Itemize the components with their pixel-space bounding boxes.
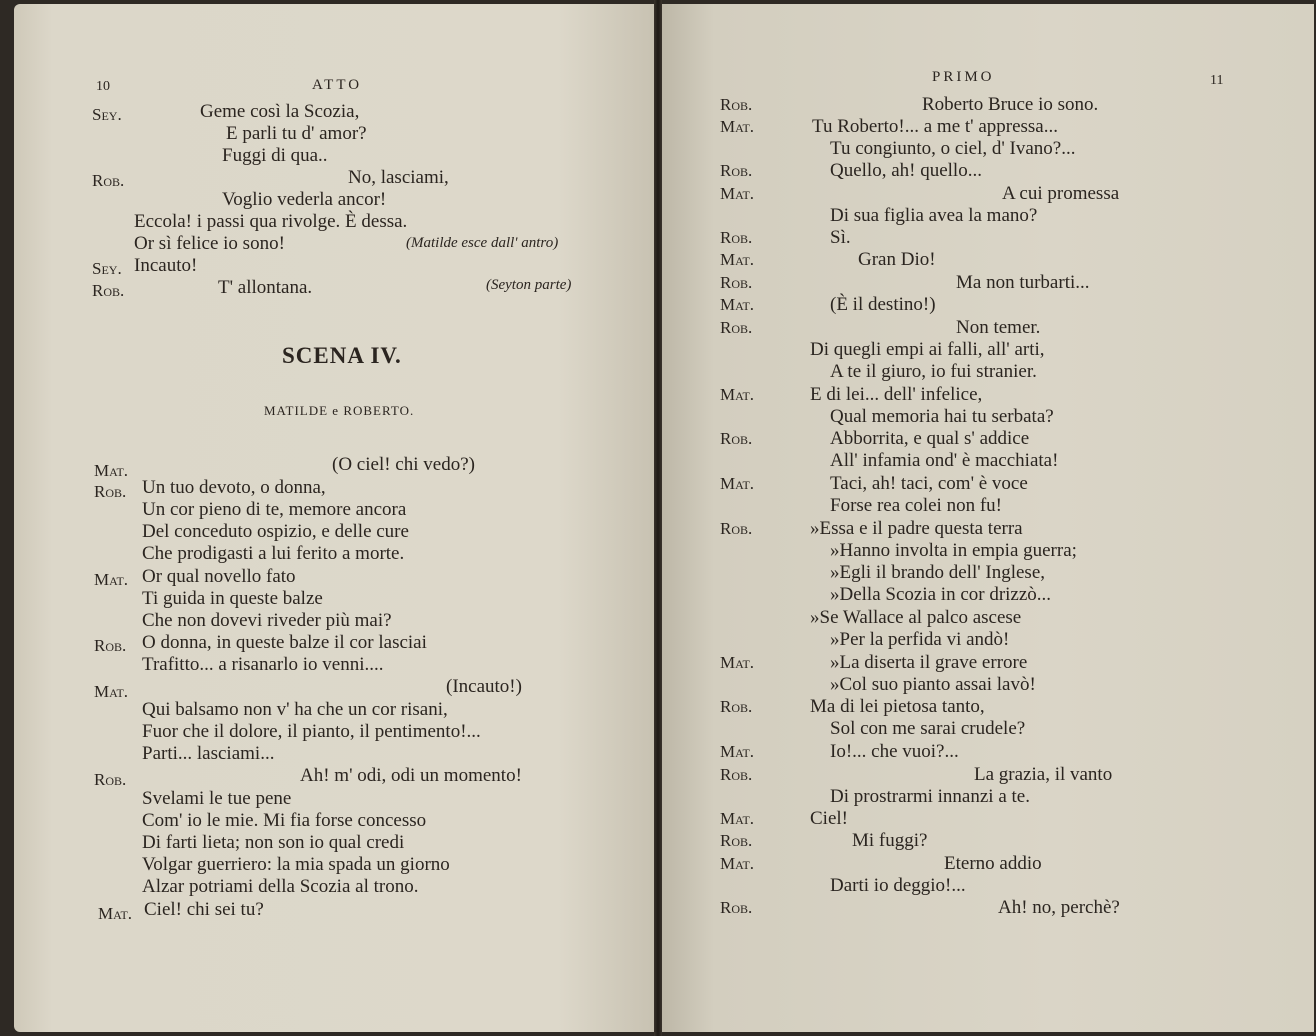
speaker-label: Rob. [720,429,753,448]
verse-line: Che non dovevi riveder più mai? [142,610,392,631]
verse-line: Di sua figlia avea la mano? [830,205,1038,226]
verse-line: (È il destino!) [830,294,936,315]
verse-line: Incauto! [134,255,198,276]
stage-direction: (Matilde esce dall' antro) [406,235,559,251]
verse-line: Tu Roberto!... a me t' appressa... [812,116,1058,137]
verse-line: Sì. [830,227,851,248]
speaker-label: Mat. [720,809,755,828]
verse-line: A cui promessa [1002,183,1120,204]
book-gutter [654,0,662,1036]
speaker-label: Mat. [720,184,755,203]
verse-line: Taci, ah! taci, com' è voce [830,473,1028,494]
verse-line: Un tuo devoto, o donna, [142,477,326,498]
verse-line: A te il giuro, io fui stranier. [830,361,1037,382]
verse-line: Gran Dio! [858,249,936,270]
verse-line: O donna, in queste balze il cor lasciai [142,632,427,653]
verse-line: T' allontana. [218,277,313,298]
verse-line: Qui balsamo non v' ha che un cor risani, [142,699,448,720]
speaker-label: Rob. [92,171,125,190]
speaker-label: Mat. [720,653,755,672]
verse-line: Ciel! chi sei tu? [144,899,264,920]
verse-line: Di quegli empi ai falli, all' arti, [810,339,1045,360]
speaker-label: Rob. [94,482,127,501]
verse-line: Eccola! i passi qua rivolge. È dessa. [134,211,408,232]
verse-line: »La diserta il grave errore [830,652,1028,673]
speaker-label: Mat. [720,385,755,404]
scene-characters: MATILDE e ROBERTO. [264,403,415,418]
verse-line: Ah! m' odi, odi un momento! [300,765,522,786]
verse-line: All' infamia ond' è macchiata! [830,450,1059,471]
speaker-label: Rob. [720,228,753,247]
speaker-label: Rob. [720,697,753,716]
verse-line: Ciel! [810,808,848,829]
speaker-label: Mat. [94,682,129,701]
speaker-label: Rob. [720,273,753,292]
verse-line: Non temer. [956,317,1041,338]
verse-line: Fuggi di qua.. [222,145,328,166]
verse-line: Un cor pieno di te, memore ancora [142,499,407,520]
verse-line: »Della Scozia in cor drizzò... [830,584,1052,605]
running-head: PRIMO [932,69,995,85]
verse-line: Ti guida in queste balze [142,588,323,609]
verse-line: Di prostrarmi innanzi a te. [830,786,1030,807]
page-number: 10 [96,79,110,94]
running-head: ATTO [312,77,363,93]
speaker-label: Sey. [92,259,122,278]
verse-line: Volgar guerriero: la mia spada un giorno [142,854,450,875]
verse-line: La grazia, il vanto [974,764,1113,785]
verse-line: (O ciel! chi vedo?) [332,454,475,475]
verse-line: Qual memoria hai tu serbata? [830,406,1054,427]
speaker-label: Rob. [720,898,753,917]
verse-line: E di lei... dell' infelice, [810,384,983,405]
verse-line: Or qual novello fato [142,566,296,587]
speaker-label: Mat. [720,742,755,761]
verse-line: Geme così la Scozia, [200,101,360,122]
speaker-label: Mat. [720,854,755,873]
speaker-label: Rob. [92,281,125,300]
verse-line: Ah! no, perchè? [998,897,1120,918]
speaker-label: Mat. [720,474,755,493]
verse-line: Sol con me sarai crudele? [830,718,1026,739]
stage-direction: (Seyton parte) [486,277,572,293]
verse-line: Com' io le mie. Mi fia forse concesso [142,810,427,831]
scene-title: SCENA IV. [282,343,402,368]
verse-line: »Egli il brando dell' Inglese, [830,562,1046,583]
verse-line: Voglio vederla ancor! [222,189,387,210]
speaker-label: Mat. [94,570,129,589]
left-page [14,4,654,1032]
verse-line: Fuor che il dolore, il pianto, il pentimento!... [142,721,481,742]
verse-line: Parti... lasciami... [142,743,275,764]
speaker-label: Mat. [720,295,755,314]
speaker-label: Mat. [720,117,755,136]
verse-line: Abborrita, e qual s' addice [830,428,1030,449]
verse-line: »Per la perfida vi andò! [830,629,1010,650]
speaker-label: Rob. [720,318,753,337]
speaker-label: Rob. [94,770,127,789]
verse-line: E parli tu d' amor? [226,123,367,144]
right-page [662,4,1314,1032]
speaker-label: Mat. [98,904,133,923]
verse-line: (Incauto!) [446,676,522,697]
speaker-label: Rob. [94,636,127,655]
verse-line: »Col suo pianto assai lavò! [830,674,1036,695]
speaker-label: Rob. [720,831,753,850]
verse-line: »Hanno involta in empia guerra; [830,540,1077,561]
speaker-label: Mat. [720,250,755,269]
speaker-label: Rob. [720,519,753,538]
speaker-label: Sey. [92,105,122,124]
verse-line: Ma di lei pietosa tanto, [810,696,985,717]
verse-line: Or sì felice io sono! [134,233,285,254]
verse-line: Del conceduto ospizio, e delle cure [142,521,409,542]
speaker-label: Rob. [720,161,753,180]
page-number: 11 [1210,73,1224,88]
verse-line: Roberto Bruce io sono. [922,94,1099,115]
verse-line: Che prodigasti a lui ferito a morte. [142,543,405,564]
verse-line: Mi fuggi? [852,830,928,851]
verse-line: No, lasciami, [348,167,449,188]
verse-line: Alzar potriami della Scozia al trono. [142,876,419,897]
speaker-label: Rob. [720,765,753,784]
verse-line: Forse rea colei non fu! [830,495,1002,516]
verse-line: Quello, ah! quello... [830,160,982,181]
verse-line: Eterno addio [944,853,1042,874]
verse-line: Svelami le tue pene [142,788,292,809]
verse-line: Darti io deggio!... [830,875,966,896]
verse-line: »Se Wallace al palco ascese [810,607,1022,628]
speaker-label: Rob. [720,95,753,114]
verse-line: Io!... che vuoi?... [830,741,959,762]
verse-line: Ma non turbarti... [956,272,1090,293]
verse-line: Tu congiunto, o ciel, d' Ivano?... [830,138,1076,159]
verse-line: »Essa e il padre questa terra [810,518,1023,539]
verse-line: Trafitto... a risanarlo io venni.... [142,654,384,675]
verse-line: Di farti lieta; non son io qual credi [142,832,405,853]
speaker-label: Mat. [94,461,129,480]
